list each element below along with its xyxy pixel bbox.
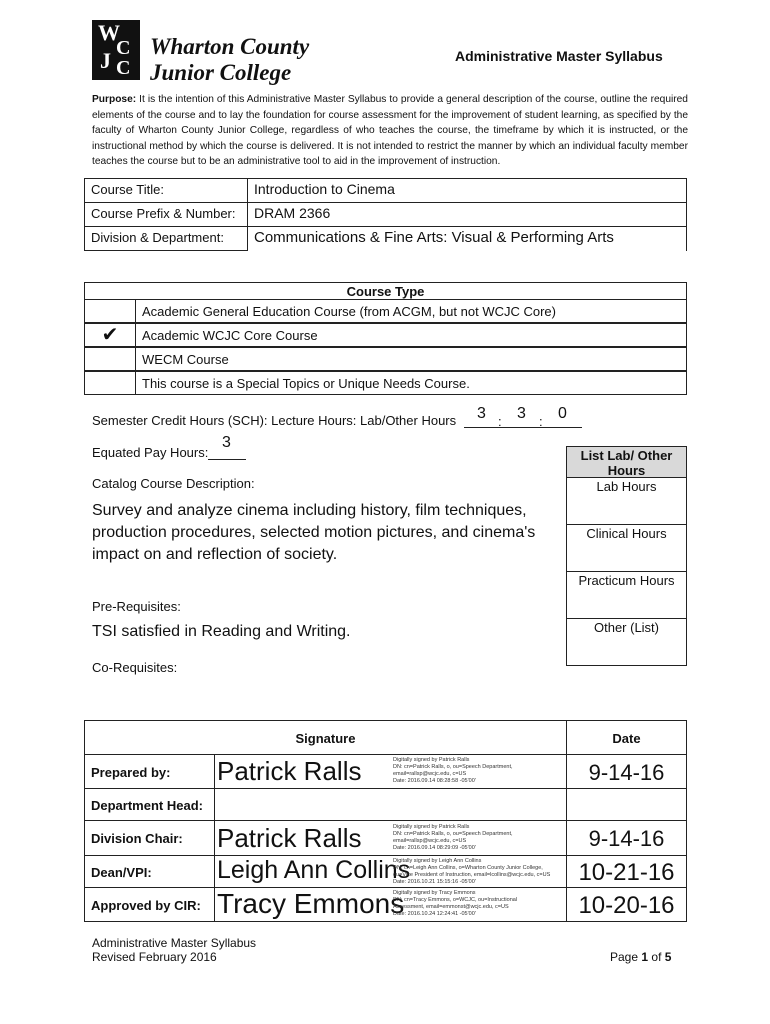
purpose-paragraph (92, 92, 688, 170)
digital-signature-info: Digitally signed by Patrick Ralls DN: cn=Patrick Ralls, o, ou=Speech Department, email=rallsp@wcjc.edu, c=US Date: 2016.09.14 08:29:09 -05'00' (393, 824, 513, 851)
course-type-label: This course is a Special Topics or Unique Needs Course. (136, 371, 687, 395)
course-type-checkbox[interactable]: ✔ (84, 323, 136, 347)
signature-role: Approved by CIR: (84, 887, 215, 922)
course-type-checkbox[interactable] (84, 371, 136, 395)
coreq-label: Co-Requisites: (92, 660, 178, 675)
purpose-text: It is the intention of this Administrative Master Syllabus to provide a general description of the course, outline the required elements of the course and to lay the foundation for course assessment for the improvement of student learning, as specified by the faculty of Wharton County Junior College, regardless of who teaches the course, the timeframe by which it is instructed, or the instructional method by which the course is delivered. It is not intended to restrict the manner by which an individual faculty member teaches the course but to be an administrative tool to aid in the improvement of instruction. (92, 94, 688, 167)
signature-cell (214, 754, 567, 789)
signature-cell (214, 855, 567, 888)
course-type-checkbox[interactable] (84, 347, 136, 371)
purpose-label: Purpose: (92, 94, 137, 105)
signature-column-header: Signature (84, 720, 567, 755)
signature-name: Leigh Ann Collins (217, 856, 411, 884)
lab-list-item: Clinical Hours (566, 524, 687, 572)
footer-left (92, 936, 256, 964)
lecture-hours-value: 3 (517, 405, 526, 422)
course-type-row (84, 347, 687, 371)
prereq-label: Pre-Requisites: (92, 599, 181, 614)
division-value: Communications & Fine Arts: Visual & Performing Arts (247, 226, 687, 251)
signature-role: Department Head: (84, 788, 215, 821)
signature-date: 9-14-16 (566, 754, 687, 789)
course-type-row (84, 371, 687, 395)
signature-date: 9-14-16 (566, 820, 687, 856)
date-column-header: Date (566, 720, 687, 755)
lab-list-header: List Lab/ Other Hours (566, 446, 687, 478)
course-title-value: Introduction to Cinema (247, 178, 687, 203)
lab-list-item: Lab Hours (566, 477, 687, 525)
course-type-row (84, 323, 687, 347)
equated-value: 3 (222, 434, 231, 451)
page-total: 5 (664, 950, 672, 964)
logo-letter-w: W (98, 20, 120, 45)
course-prefix-label: Course Prefix & Number: (84, 202, 248, 227)
logo-letter-c2: C (116, 57, 131, 79)
signature-date: 10-21-16 (566, 855, 687, 888)
course-prefix-value: DRAM 2366 (247, 202, 687, 227)
equated-underline (208, 459, 246, 460)
course-type-row (84, 299, 687, 323)
digital-signature-info: Digitally signed by Leigh Ann Collins DN: cn=Leigh Ann Collins, o=Wharton County Junior College, ou=Vice President of Instruction, email=lcollins@wcjc.edu, c=US Date: 2016.10.21 15:15:16 -05'00' (393, 858, 551, 885)
catalog-description: Survey and analyze cinema including history, film techniques, production procedures, selected motion pictures, and cinema's impact on and reflection of society. (92, 502, 536, 563)
digital-signature-info: Digitally signed by Tracy Emmons DN: cn=Tracy Emmons, o=WCJC, ou=Instructional Assessment, email=emmonst@wcjc.edu, c=US Date: 2016.10.24 12:24:41 -05'00' (393, 890, 518, 917)
signature-name: Tracy Emmons (217, 888, 405, 919)
lab-list-item: Practicum Hours (566, 571, 687, 619)
college-name (150, 34, 309, 86)
signature-cell (214, 788, 567, 821)
course-type-header: Course Type (84, 282, 687, 300)
course-title-label: Course Title: (84, 178, 248, 203)
lab-list-item: Other (List) (566, 618, 687, 666)
signature-name: Patrick Ralls (217, 823, 362, 853)
equated-label: Equated Pay Hours: (92, 445, 209, 460)
catalog-label: Catalog Course Description: (92, 476, 255, 491)
signature-role: Dean/VPI: (84, 855, 215, 888)
sch-separator: : (498, 414, 502, 429)
signature-role: Division Chair: (84, 820, 215, 856)
footer-line2: Revised February 2016 (92, 950, 217, 964)
page-of: of (651, 950, 662, 964)
college-name-line1: Wharton County (150, 34, 310, 59)
page-prefix: Page (610, 950, 639, 964)
prereq-value: TSI satisfied in Reading and Writing. (92, 623, 351, 640)
signature-cell (214, 887, 567, 922)
college-name-line2: Junior College (150, 60, 292, 85)
signature-name: Patrick Ralls (217, 756, 362, 786)
logo-letter-c: C (116, 37, 131, 59)
college-logo (92, 20, 140, 80)
digital-signature-info: Digitally signed by Patrick Ralls DN: cn=Patrick Ralls, o, ou=Speech Department, email=rallsp@wcjc.edu, c=US Date: 2016.09.14 08:28:58 -05'00' (393, 757, 513, 784)
sch-label: Semester Credit Hours (SCH): Lecture Hours: Lab/Other Hours (92, 413, 457, 428)
lecture-separator: : (539, 414, 543, 429)
footer-line1: Administrative Master Syllabus (92, 936, 257, 950)
lab-hours-value: 0 (558, 405, 567, 422)
signature-cell (214, 820, 567, 856)
sch-underline (464, 427, 582, 428)
course-type-label: WECM Course (136, 347, 687, 371)
course-type-label: Academic General Education Course (from ACGM, but not WCJC Core) (136, 299, 687, 323)
logo-letter-j: J (100, 48, 111, 73)
document-title: Administrative Master Syllabus (455, 48, 663, 64)
page-number (610, 950, 671, 964)
course-type-checkbox[interactable] (84, 299, 136, 323)
signature-date (566, 788, 687, 821)
signature-role: Prepared by: (84, 754, 215, 789)
division-label: Division & Department: (84, 226, 248, 251)
sch-value: 3 (477, 405, 486, 422)
course-type-label: Academic WCJC Core Course (136, 323, 687, 347)
page-current: 1 (641, 950, 649, 964)
signature-date: 10-20-16 (566, 887, 687, 922)
